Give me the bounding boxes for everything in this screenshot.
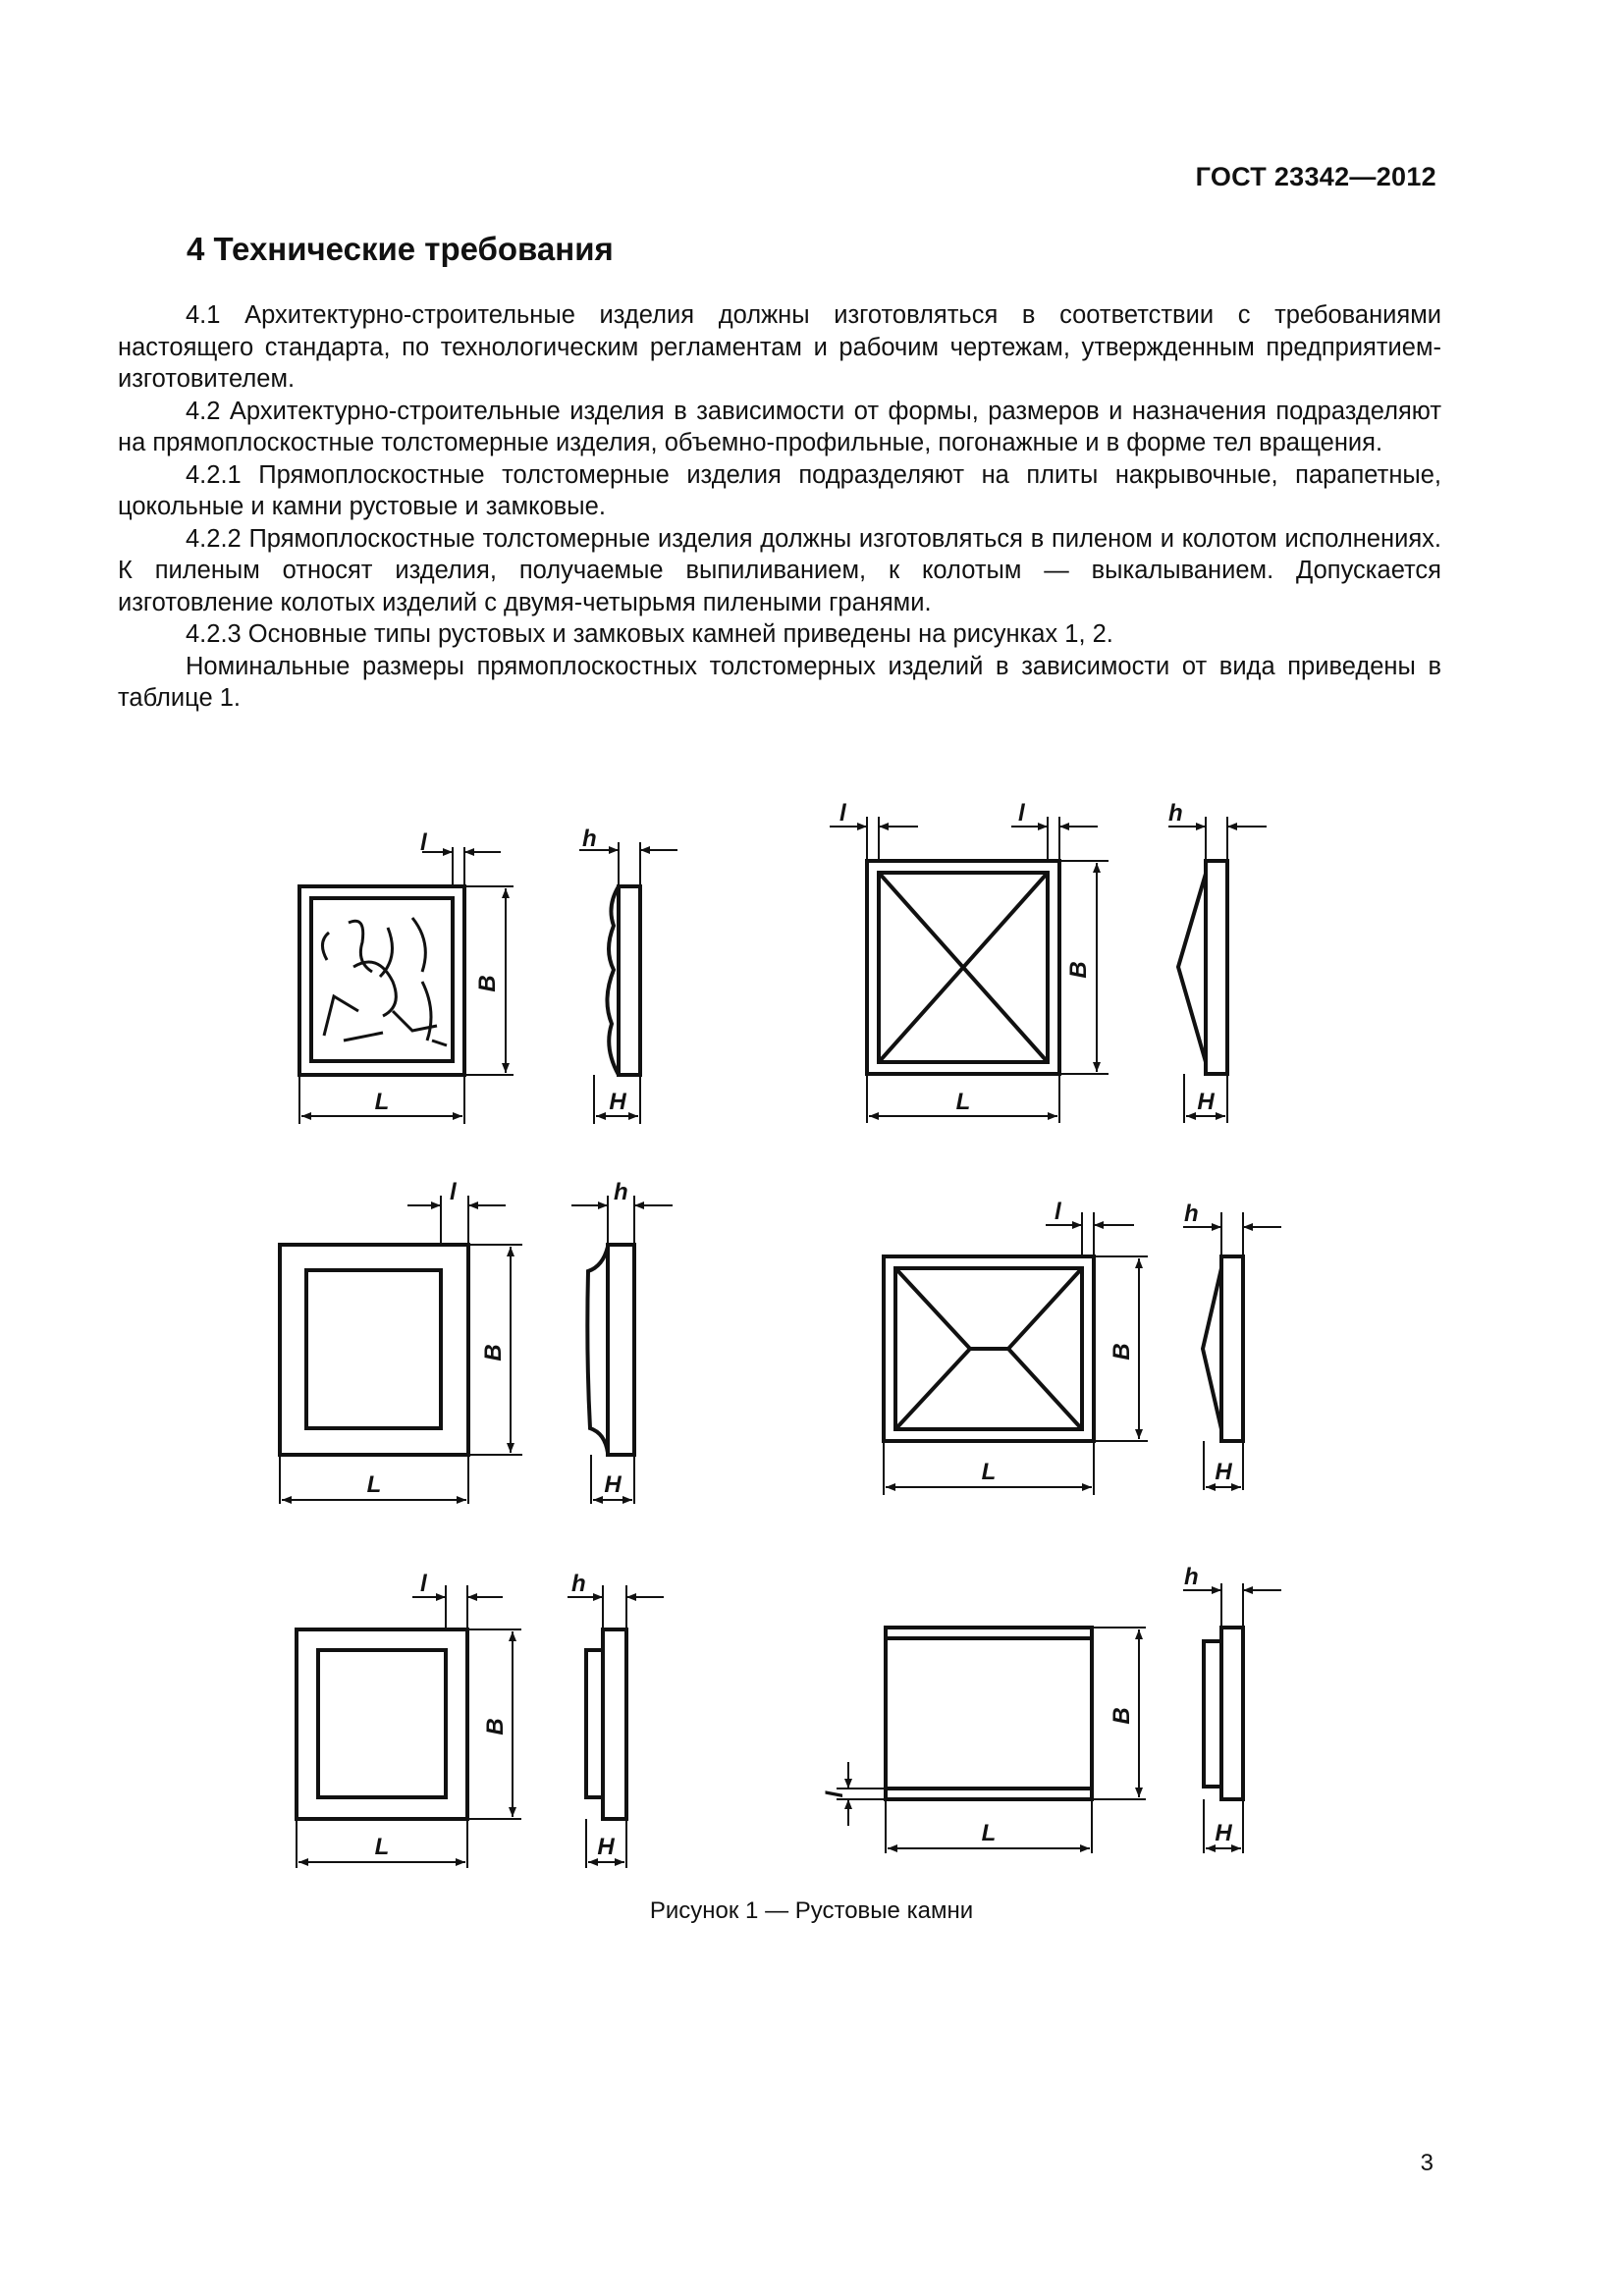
stone-drawing-concave <box>280 1196 673 1504</box>
dim-label-l-length: L <box>374 1089 390 1115</box>
dim-label-l-length: L <box>955 1089 971 1115</box>
paragraph-4-2-3: 4.2.3 Основные типы рустовых и замковых камней приведены на рисунках 1, 2. <box>186 620 1113 648</box>
dim-label-h-height: H <box>597 1834 615 1860</box>
paragraph-4-2-2: 4.2.2 Прямоплоскостные толстомерные изделия должны изготовляться в пиленом и колотом исполнениях. К пиленым относят изделия, получаемые выпиливанием, к колотым — выкалыванием. Допускается изготовление колотых изделий с двумя-четырьмя пилеными гранями. <box>118 524 1441 616</box>
dim-label-l-length: L <box>366 1471 382 1498</box>
body-text <box>118 299 1441 715</box>
section-title: 4 Технические требования <box>187 231 614 267</box>
paragraph-4-2-1: 4.2.1 Прямоплоскостные толстомерные изделия подразделяют на плиты накрывочные, парапетные, цокольные и камни рустовые и замковые. <box>118 460 1441 520</box>
dim-label-h-height: H <box>609 1089 626 1115</box>
dim-label-l: l <box>420 1571 427 1597</box>
paragraph-4-1: 4.1 Архитектурно-строительные изделия должны изготовляться в соответствии с требованиями настоящего стандарта, по технологическим регламентам и рабочим чертежам, утвержденным предприятием-изготовителем. <box>118 301 1441 393</box>
stone-drawing-banded <box>837 1583 1281 1853</box>
dim-label-b: B <box>1109 1707 1135 1725</box>
dim-label-b: B <box>1065 961 1092 979</box>
dim-label-l-length: L <box>981 1820 997 1846</box>
dim-label-l-length: L <box>374 1834 390 1860</box>
dim-label-h: h <box>1184 1564 1199 1590</box>
dim-label-h: h <box>571 1571 586 1597</box>
stone-drawing-flat-panel <box>297 1585 664 1868</box>
dim-label-h: h <box>614 1179 628 1205</box>
dim-label-b: B <box>480 1344 507 1362</box>
stone-drawing-pyramid <box>830 817 1267 1123</box>
dim-label-b: B <box>1109 1343 1135 1361</box>
standard-header: ГОСТ 23342—2012 <box>1195 162 1436 191</box>
dim-label-l: l <box>450 1179 457 1205</box>
dim-label-l-length: L <box>981 1459 997 1485</box>
stone-drawing-truncated-pyramid <box>884 1212 1281 1495</box>
dim-label-h-height: H <box>1215 1459 1232 1485</box>
dim-label-h-height: H <box>1197 1089 1215 1115</box>
dim-label-l: l <box>839 800 846 827</box>
dim-label-b: B <box>474 975 501 992</box>
dim-label-h: h <box>1168 800 1183 827</box>
dim-label-h-height: H <box>604 1471 622 1498</box>
figure-1 <box>0 766 1623 1885</box>
dim-label-h: h <box>582 826 597 852</box>
dim-label-b: B <box>482 1718 509 1735</box>
paragraph-nominal-sizes: Номинальные размеры прямоплоскостных толстомерных изделий в зависимости от вида приведены в таблице 1. <box>118 652 1441 712</box>
dim-label-h-height: H <box>1215 1820 1232 1846</box>
dim-label-l: l <box>822 1790 848 1798</box>
dim-label-l: l <box>420 829 427 856</box>
paragraph-4-2: 4.2 Архитектурно-строительные изделия в зависимости от формы, размеров и назначения подразделяют на прямоплоскостные толстомерные изделия, объемно-профильные, погонажные и в форме тел вращения. <box>118 397 1441 456</box>
dim-label-l: l <box>1018 800 1025 827</box>
page-number: 3 <box>1420 2150 1434 2176</box>
figure-caption: Рисунок 1 — Рустовые камни <box>649 1897 974 1924</box>
dim-label-l: l <box>1055 1199 1061 1225</box>
rustic-stones-drawing <box>0 766 1623 1885</box>
dim-label-h: h <box>1184 1201 1199 1227</box>
